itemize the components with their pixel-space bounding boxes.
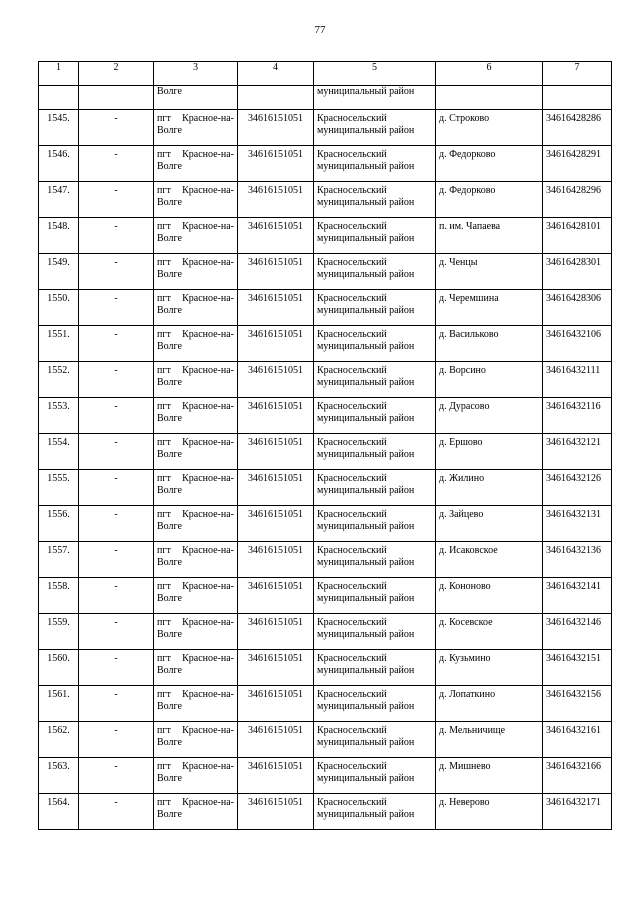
cell-locality: д. Дурасово [436,398,543,434]
cell-row-number: 1545. [39,110,79,146]
cell-settlement-code: 34616151051 [238,326,314,362]
cell-settlement-code: 34616151051 [238,110,314,146]
cell-locality-code: 34616432166 [543,758,612,794]
cell-district: Красносельский муниципальный район [314,758,436,794]
table-row [39,614,612,650]
cell-dash: - [79,758,154,794]
table-row [39,362,612,398]
cell-settlement: пгт Красное-на-Волге [154,758,238,794]
cell-settlement: пгт Красное-на-Волге [154,470,238,506]
cell-locality: д. Строково [436,110,543,146]
header-col-6: 6 [436,62,543,86]
cell-locality: д. Федорково [436,182,543,218]
cell-settlement: пгт Красное-на-Волге [154,506,238,542]
cell-district: Красносельский муниципальный район [314,110,436,146]
cell-dash: - [79,614,154,650]
cell-locality: д. Неверово [436,794,543,830]
table-row [39,794,612,830]
cell-row-number: 1548. [39,218,79,254]
cell-locality-code: 34616432111 [543,362,612,398]
cell-row-number: 1549. [39,254,79,290]
cell-locality-code: 34616432106 [543,326,612,362]
cell-locality: д. Васильково [436,326,543,362]
cell-settlement-code: 34616151051 [238,794,314,830]
cell-district: Красносельский муниципальный район [314,146,436,182]
cell-settlement: пгт Красное-на-Волге [154,326,238,362]
cell-settlement-code: 34616151051 [238,470,314,506]
cell-empty [79,86,154,110]
cell-row-number: 1546. [39,146,79,182]
cell-locality: д. Федорково [436,146,543,182]
cell-settlement: пгт Красное-на-Волге [154,578,238,614]
cell-locality: д. Исаковское [436,542,543,578]
cell-district: Красносельский муниципальный район [314,542,436,578]
cell-locality-code: 34616432171 [543,794,612,830]
header-col-4: 4 [238,62,314,86]
cell-row-number: 1556. [39,506,79,542]
table-row [39,686,612,722]
cell-dash: - [79,362,154,398]
header-row [39,62,612,86]
cell-locality: д. Мишнево [436,758,543,794]
header-col-2: 2 [79,62,154,86]
cell-settlement: пгт Красное-на-Волге [154,794,238,830]
header-col-1: 1 [39,62,79,86]
cell-settlement-code: 34616151051 [238,506,314,542]
header-col-7: 7 [543,62,612,86]
cell-row-number: 1561. [39,686,79,722]
cell-settlement-code: 34616151051 [238,434,314,470]
cell-district: Красносельский муниципальный район [314,290,436,326]
cell-locality-code: 34616432126 [543,470,612,506]
cell-settlement-code: 34616151051 [238,614,314,650]
table-row [39,434,612,470]
table-row [39,110,612,146]
cell-locality-code: 34616428306 [543,290,612,326]
cell-dash: - [79,686,154,722]
cell-settlement: пгт Красное-на-Волге [154,542,238,578]
cell-locality-code: 34616428101 [543,218,612,254]
cell-locality-code: 34616432151 [543,650,612,686]
cell-district: Красносельский муниципальный район [314,722,436,758]
cell-locality: д. Жилино [436,470,543,506]
cell-locality-code: 34616432131 [543,506,612,542]
cell-locality-code: 34616432141 [543,578,612,614]
cell-locality: д. Ченцы [436,254,543,290]
page-number: 77 [314,24,326,36]
table-row [39,470,612,506]
table-row [39,218,612,254]
table-row [39,542,612,578]
cell-settlement: пгт Красное-на-Волге [154,110,238,146]
cell-settlement: пгт Красное-на-Волге [154,398,238,434]
cell-locality-code: 34616432156 [543,686,612,722]
cell-settlement: пгт Красное-на-Волге [154,650,238,686]
cell-district: Красносельский муниципальный район [314,254,436,290]
cell-settlement: пгт Красное-на-Волге [154,362,238,398]
cell-empty [238,86,314,110]
cell-settlement-code: 34616151051 [238,686,314,722]
cell-empty [436,86,543,110]
cell-locality-code: 34616432146 [543,614,612,650]
cell-locality-code: 34616428301 [543,254,612,290]
cell-row-number: 1558. [39,578,79,614]
cell-settlement-code: 34616151051 [238,650,314,686]
table-row [39,722,612,758]
cell-district: Красносельский муниципальный район [314,434,436,470]
cell-dash: - [79,578,154,614]
cell-row-number: 1557. [39,542,79,578]
header-col-3: 3 [154,62,238,86]
cell-row-number: 1552. [39,362,79,398]
cell-dash: - [79,794,154,830]
cell-settlement-code: 34616151051 [238,254,314,290]
table-row [39,578,612,614]
table-row [39,290,612,326]
cell-locality: д. Лопаткино [436,686,543,722]
table-row [39,254,612,290]
cell-district: Красносельский муниципальный район [314,182,436,218]
cell-settlement: пгт Красное-на-Волге [154,146,238,182]
cell-district: Красносельский муниципальный район [314,650,436,686]
cell-settlement: пгт Красное-на-Волге [154,434,238,470]
cell-settlement-code: 34616151051 [238,542,314,578]
continuation-row [39,86,612,110]
table-row [39,146,612,182]
cell-row-number: 1551. [39,326,79,362]
cell-district: Красносельский муниципальный район [314,614,436,650]
cell-settlement: пгт Красное-на-Волге [154,182,238,218]
cell-row-number: 1560. [39,650,79,686]
cell-settlement-code: 34616151051 [238,578,314,614]
cell-locality: д. Черемшина [436,290,543,326]
cell-settlement-continued: Волге [154,86,238,110]
cell-dash: - [79,722,154,758]
cell-locality-code: 34616432136 [543,542,612,578]
cell-row-number: 1554. [39,434,79,470]
cell-dash: - [79,182,154,218]
cell-district: Красносельский муниципальный район [314,686,436,722]
cell-district: Красносельский муниципальный район [314,506,436,542]
cell-dash: - [79,218,154,254]
cell-row-number: 1559. [39,614,79,650]
cell-settlement-code: 34616151051 [238,218,314,254]
cell-district: Красносельский муниципальный район [314,470,436,506]
table-row [39,650,612,686]
cell-locality: д. Косевское [436,614,543,650]
cell-settlement: пгт Красное-на-Волге [154,722,238,758]
table-row [39,326,612,362]
cell-dash: - [79,326,154,362]
register-table [38,61,612,830]
cell-settlement: пгт Красное-на-Волге [154,218,238,254]
cell-locality-code: 34616432116 [543,398,612,434]
cell-locality-code: 34616428291 [543,146,612,182]
cell-settlement-code: 34616151051 [238,290,314,326]
table-row [39,398,612,434]
cell-dash: - [79,146,154,182]
cell-district: Красносельский муниципальный район [314,578,436,614]
cell-empty [543,86,612,110]
cell-locality-code: 34616428286 [543,110,612,146]
cell-row-number: 1562. [39,722,79,758]
cell-dash: - [79,470,154,506]
cell-settlement: пгт Красное-на-Волге [154,614,238,650]
cell-dash: - [79,398,154,434]
cell-settlement: пгт Красное-на-Волге [154,290,238,326]
cell-dash: - [79,542,154,578]
cell-row-number: 1553. [39,398,79,434]
cell-locality: д. Ворсино [436,362,543,398]
cell-locality-code: 34616432161 [543,722,612,758]
cell-row-number: 1555. [39,470,79,506]
cell-locality-code: 34616428296 [543,182,612,218]
cell-settlement-code: 34616151051 [238,758,314,794]
header-col-5: 5 [314,62,436,86]
cell-dash: - [79,434,154,470]
cell-settlement-code: 34616151051 [238,362,314,398]
cell-locality-code: 34616432121 [543,434,612,470]
cell-dash: - [79,650,154,686]
cell-locality: д. Кузьмино [436,650,543,686]
cell-district: Красносельский муниципальный район [314,362,436,398]
cell-settlement: пгт Красное-на-Волге [154,254,238,290]
cell-row-number: 1564. [39,794,79,830]
cell-locality: д. Кононово [436,578,543,614]
cell-row-number: 1563. [39,758,79,794]
cell-district: Красносельский муниципальный район [314,218,436,254]
table-row [39,182,612,218]
cell-locality: д. Зайцево [436,506,543,542]
cell-settlement-code: 34616151051 [238,146,314,182]
cell-empty [39,86,79,110]
cell-settlement-code: 34616151051 [238,398,314,434]
cell-district-continued: муниципальный район [314,86,436,110]
cell-district: Красносельский муниципальный район [314,326,436,362]
cell-settlement-code: 34616151051 [238,722,314,758]
cell-locality: д. Ершово [436,434,543,470]
cell-settlement-code: 34616151051 [238,182,314,218]
cell-dash: - [79,110,154,146]
cell-locality: д. Мельничище [436,722,543,758]
cell-dash: - [79,290,154,326]
cell-locality: п. им. Чапаева [436,218,543,254]
cell-district: Красносельский муниципальный район [314,794,436,830]
cell-dash: - [79,506,154,542]
cell-row-number: 1547. [39,182,79,218]
cell-row-number: 1550. [39,290,79,326]
table-row [39,758,612,794]
table-row [39,506,612,542]
cell-dash: - [79,254,154,290]
cell-settlement: пгт Красное-на-Волге [154,686,238,722]
cell-district: Красносельский муниципальный район [314,398,436,434]
